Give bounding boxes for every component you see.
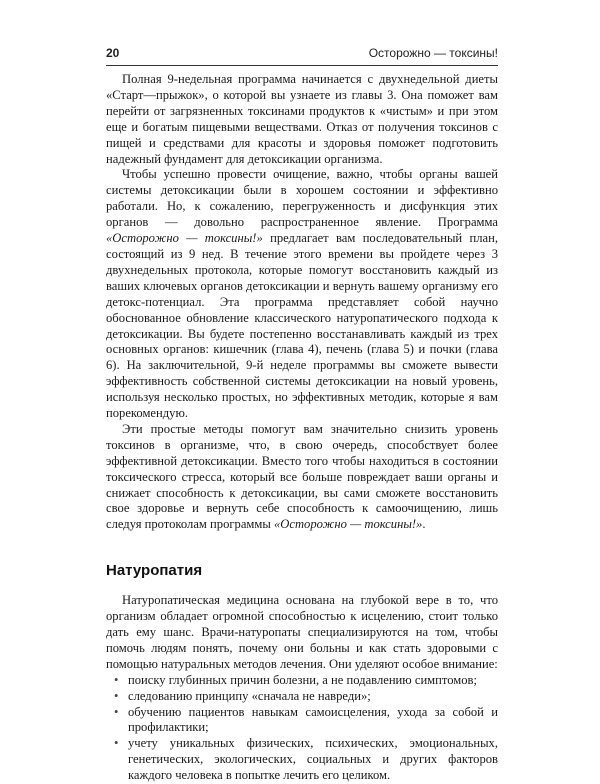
page-number: 20 xyxy=(106,46,120,60)
list-item: • учету уникальных физических, психических, эмоциональных, генетических, экологических, социальных и других факторов каждого человека в попытке лечить его целиком. xyxy=(106,736,498,784)
list-item: • обучению пациентов навыкам самоисцеления, ухода за собой и профилактики; xyxy=(106,705,498,737)
page-header xyxy=(106,40,498,66)
paragraph-2: Чтобы успешно провести очищение, важно, чтобы органы вашей системы детоксикации были в хорошем состоянии и эффективно работали. Но, к сожалению, перегруженность и дисфункция этих органов — довольно распространенное явление. Программа «Осторожно — токсины!» предлагает вам последовательный план, состоящий из 9 нед. В течение этого времени вы пройдете через 3 двухнедельных протокола, которые помогут восстановить каждый из ваших ключевых органов детоксикации и вернуть вашему организму его детокс-потенциал. Эта программа представляет собой научно обоснованное обновление классического натуропатического подхода к детоксикации. Вы будете постепенно восстанавливать каждый из трех основных органов: кишечник (глава 4), печень (глава 5) и почки (глава 6). На заключительной, 9-й неделе программы вы сможете вывести эффективность собственной системы детоксикации на новый уровень, используя несколько простых, но эффективных методик, которые я вам порекомендую. xyxy=(106,167,498,421)
paragraph-4: Натуропатическая медицина основана на глубокой вере в то, что организм обладает огромной способностью к исцелению, стоит только дать ему шанс. Врачи-натуропаты специализируются на том, чтобы помочь людям понять, почему они больны и как стать здоровыми с помощью натуральных методов лечения. Они уделяют особое внимание: xyxy=(106,593,498,671)
running-title: Осторожно — токсины! xyxy=(368,46,498,60)
bullet-list xyxy=(106,673,498,784)
program-title: «Осторожно — токсины!» xyxy=(106,231,263,246)
list-item: • следованию принципу «сначала не навреди»; xyxy=(106,689,498,705)
paragraph-3: Эти простые методы помогут вам значительно снизить уровень токсинов в организме, что, в свою очередь, способствует более эффективной детоксикации. Вместо того чтобы находиться в состоянии токсического стресса, который все больше повреждает ваши органы и снижает способность к детоксикации, вы сами сможете восстановить свое здоровье и вернуть себе способность к самоочищению, лишь следуя протоколам программы «Осторожно — токсины!». xyxy=(106,421,498,532)
page-body xyxy=(106,72,498,784)
paragraph-1: Полная 9-недельная программа начинается с двухнедельной диеты «Старт—прыжок», о которой вы узнаете из главы 3. Она поможет вам перейти от загрязненных токсинами продуктов к «чистым» и при этом еще и богатым пищевыми веществами. Отказ от получения токсинов с пищей и средствами для красоты и здоровья поможет подготовить надежный фундамент для детоксикации организма. xyxy=(106,72,498,166)
program-title: «Осторожно — токсины!» xyxy=(273,517,423,532)
section-heading: Натуропатия xyxy=(106,562,203,580)
list-item: • поиску глубинных причин болезни, а не подавлению симптомов; xyxy=(106,673,498,689)
header-rule xyxy=(106,65,498,66)
